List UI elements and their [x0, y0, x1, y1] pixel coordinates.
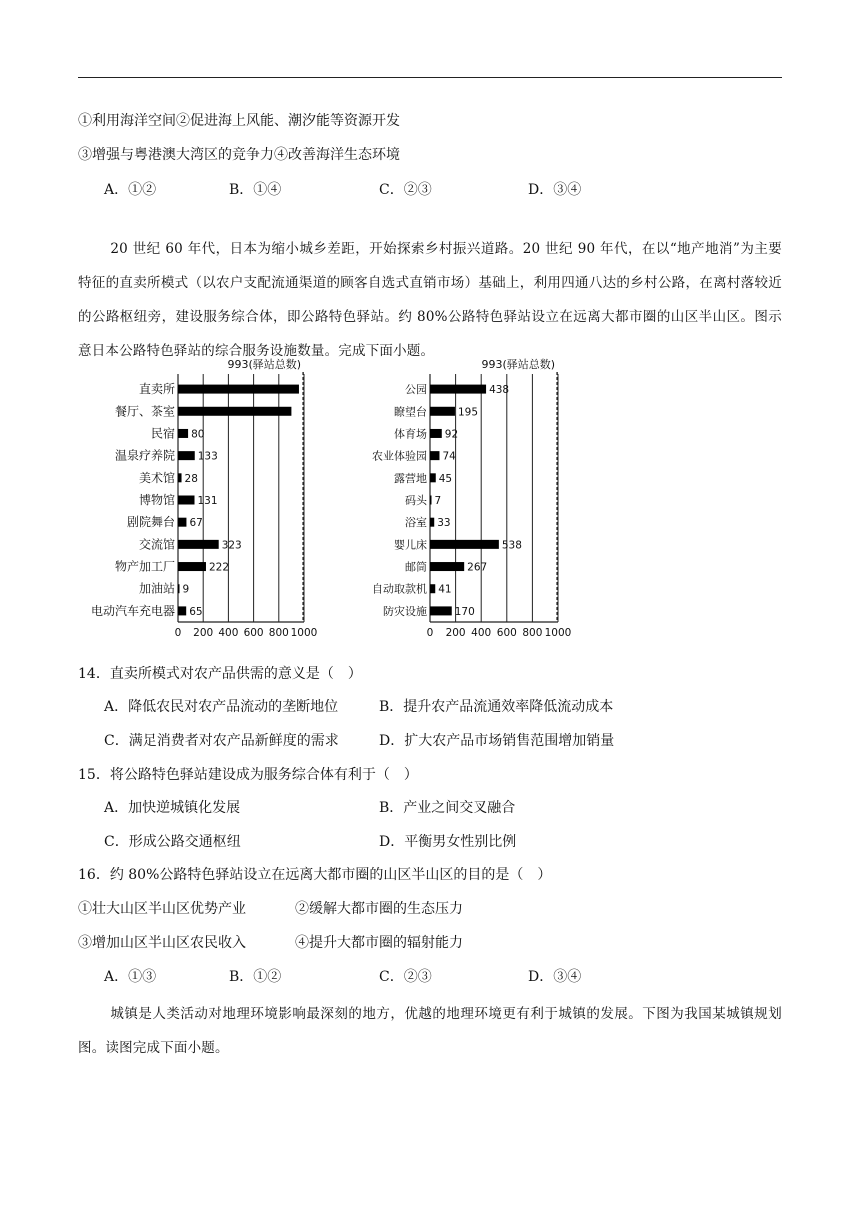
category-label: 加油站: [138, 581, 175, 596]
category-label: 体育场: [394, 427, 427, 441]
bar: [430, 540, 499, 549]
data-label: 92: [444, 428, 459, 441]
category-label: 瞭望台: [394, 405, 427, 419]
q13-items-line1: ①利用海洋空间②促进海上风能、潮汐能等资源开发: [78, 113, 400, 129]
bar: [430, 451, 439, 460]
bar: [430, 429, 442, 438]
q14-option-d: D．扩大农产品市场销售范围增加销量: [379, 733, 615, 749]
q14-option-c: C．满足消费者对农产品新鲜度的需求: [104, 733, 339, 749]
category-label: 防灾设施: [383, 604, 427, 618]
x-tick-label: 800: [268, 627, 289, 639]
q15-option-d: D．平衡男女性别比例: [379, 834, 517, 850]
q14-option-b: B．提升农产品流通效率降低流动成本: [379, 699, 614, 715]
bar: [178, 562, 206, 571]
bar: [178, 473, 182, 482]
x-tick-label: 0: [174, 627, 182, 639]
category-label: 婴儿床: [394, 538, 427, 552]
x-tick-label: 1000: [290, 627, 318, 639]
data-label: 7: [434, 495, 442, 507]
category-label: 温泉疗养院: [114, 448, 175, 463]
x-tick-label: 400: [471, 627, 492, 639]
category-label: 餐厅、茶室: [114, 404, 175, 419]
category-label: 电动汽车充电器: [90, 603, 175, 618]
data-label: 438: [489, 384, 510, 397]
category-label: 自动取款机: [372, 582, 427, 596]
q13-option-c: C．②③: [379, 182, 432, 198]
bar: [178, 606, 186, 615]
bar: [178, 429, 188, 438]
x-tick-label: 400: [218, 627, 239, 639]
data-label: 80: [191, 428, 205, 441]
q16-item-4: ④提升大都市圈的辐射能力: [295, 935, 463, 951]
bar: [178, 518, 186, 527]
q13-option-a: A．①②: [104, 182, 157, 198]
category-label: 露营地: [394, 471, 427, 485]
category-label: 直卖所: [138, 382, 175, 397]
q16-option-c: C．②③: [379, 969, 432, 985]
data-label: 222: [208, 561, 230, 574]
data-label: 65: [189, 605, 203, 618]
q15-stem: 15．将公路特色驿站建设成为服务综合体有利于（ ）: [78, 767, 418, 783]
q16-item-2: ②缓解大都市圈的生态压力: [295, 901, 463, 917]
q16-item-3: ③增加山区半山区农民收入: [78, 935, 246, 951]
data-label: 28: [184, 472, 198, 485]
data-label: 33: [437, 517, 451, 530]
data-label: 195: [457, 406, 479, 419]
data-label: 74: [442, 450, 456, 463]
x-tick-label: 600: [496, 627, 517, 639]
q16-option-b: B．①②: [229, 969, 282, 985]
passage-roadside-stations: 20 世纪 60 年代，日本为缩小城乡差距，开始探索乡村振兴道路。20 世纪 90 年代，在以“地产地消”为主要特征的直卖所模式（以农户支配流通渠道的顾客自选式直销市场）基础上，利用四通八达的乡村公路，在离村落较近的公路枢纽旁，建设服务综合体，即公路特色驿站。约 80%公路特色驿站设立在远离大都市圈的山区半山区。图示意日本公路特色驿站的综合服务设施数量。完成下面小题。: [78, 241, 782, 359]
bar: [430, 473, 436, 482]
x-tick-label: 800: [522, 627, 543, 639]
chart-title: 993(驿站总数): [227, 358, 302, 371]
x-tick-label: 200: [193, 627, 214, 639]
bar: [178, 584, 180, 593]
data-label: 538: [501, 539, 522, 552]
bar: [430, 385, 486, 394]
x-tick-label: 1000: [544, 627, 572, 639]
data-label: 267: [467, 561, 488, 574]
data-label: 9: [182, 583, 190, 596]
bar: [430, 584, 435, 593]
x-tick-label: 0: [426, 627, 434, 639]
category-label: 美术馆: [138, 470, 175, 485]
category-label: 邮筒: [405, 560, 427, 574]
data-label: 133: [197, 450, 218, 463]
bar: [178, 451, 195, 460]
q16-item-1: ①壮大山区半山区优势产业: [78, 901, 246, 917]
q16-stem: 16．约 80%公路特色驿站设立在远离大都市圈的山区半山区的目的是（ ）: [78, 867, 552, 883]
q13-option-d: D．③④: [528, 182, 582, 198]
bar: [430, 606, 452, 615]
bar: [178, 540, 219, 549]
category-label: 浴室: [405, 516, 427, 530]
passage-town-planning: 城镇是人类活动对地理环境影响最深刻的地方，优越的地理环境更有利于城镇的发展。下图为我国某城镇规划图。读图完成下面小题。: [78, 1006, 782, 1056]
data-label: 131: [197, 495, 218, 507]
data-label: 323: [221, 539, 242, 552]
chart-title: 993(驿站总数): [481, 358, 556, 371]
category-label: 农业体验园: [372, 449, 427, 463]
q14-stem: 14．直卖所模式对农产品供需的意义是（ ）: [78, 666, 362, 682]
q15-option-b: B．产业之间交叉融合: [379, 800, 516, 816]
bar: [430, 518, 434, 527]
q15-option-c: C．形成公路交通枢纽: [104, 834, 241, 850]
data-label: 45: [438, 472, 453, 485]
header-rule: [78, 77, 782, 78]
category-label: 博物馆: [138, 493, 175, 507]
q15-option-a: A．加快逆城镇化发展: [104, 800, 241, 816]
bar: [178, 385, 299, 394]
data-label: 41: [438, 583, 452, 596]
bar: [178, 407, 291, 416]
q13-items-line2: ③增强与粤港澳大湾区的竞争力④改善海洋生态环境: [78, 147, 400, 163]
category-label: 剧院舞台: [126, 515, 175, 530]
q16-option-a: A．①③: [104, 969, 157, 985]
bar: [430, 407, 455, 416]
category-label: 公园: [405, 383, 427, 397]
x-tick-label: 200: [445, 627, 466, 639]
q16-option-d: D．③④: [528, 969, 582, 985]
category-label: 物产加工厂: [114, 559, 175, 574]
q13-option-b: B．①④: [229, 182, 282, 198]
bar: [178, 496, 195, 505]
category-label: 交流馆: [138, 537, 175, 552]
bar: [430, 496, 432, 505]
chart-right-facilities: [360, 352, 580, 647]
x-tick-label: 600: [243, 627, 264, 639]
category-label: 民宿: [150, 426, 175, 441]
q14-option-a: A．降低农民对农产品流动的垄断地位: [104, 699, 339, 715]
data-label: 170: [454, 605, 475, 618]
bar: [430, 562, 464, 571]
chart-left-facilities: [90, 352, 330, 647]
data-label: 67: [189, 517, 203, 530]
category-label: 码头: [405, 494, 427, 507]
